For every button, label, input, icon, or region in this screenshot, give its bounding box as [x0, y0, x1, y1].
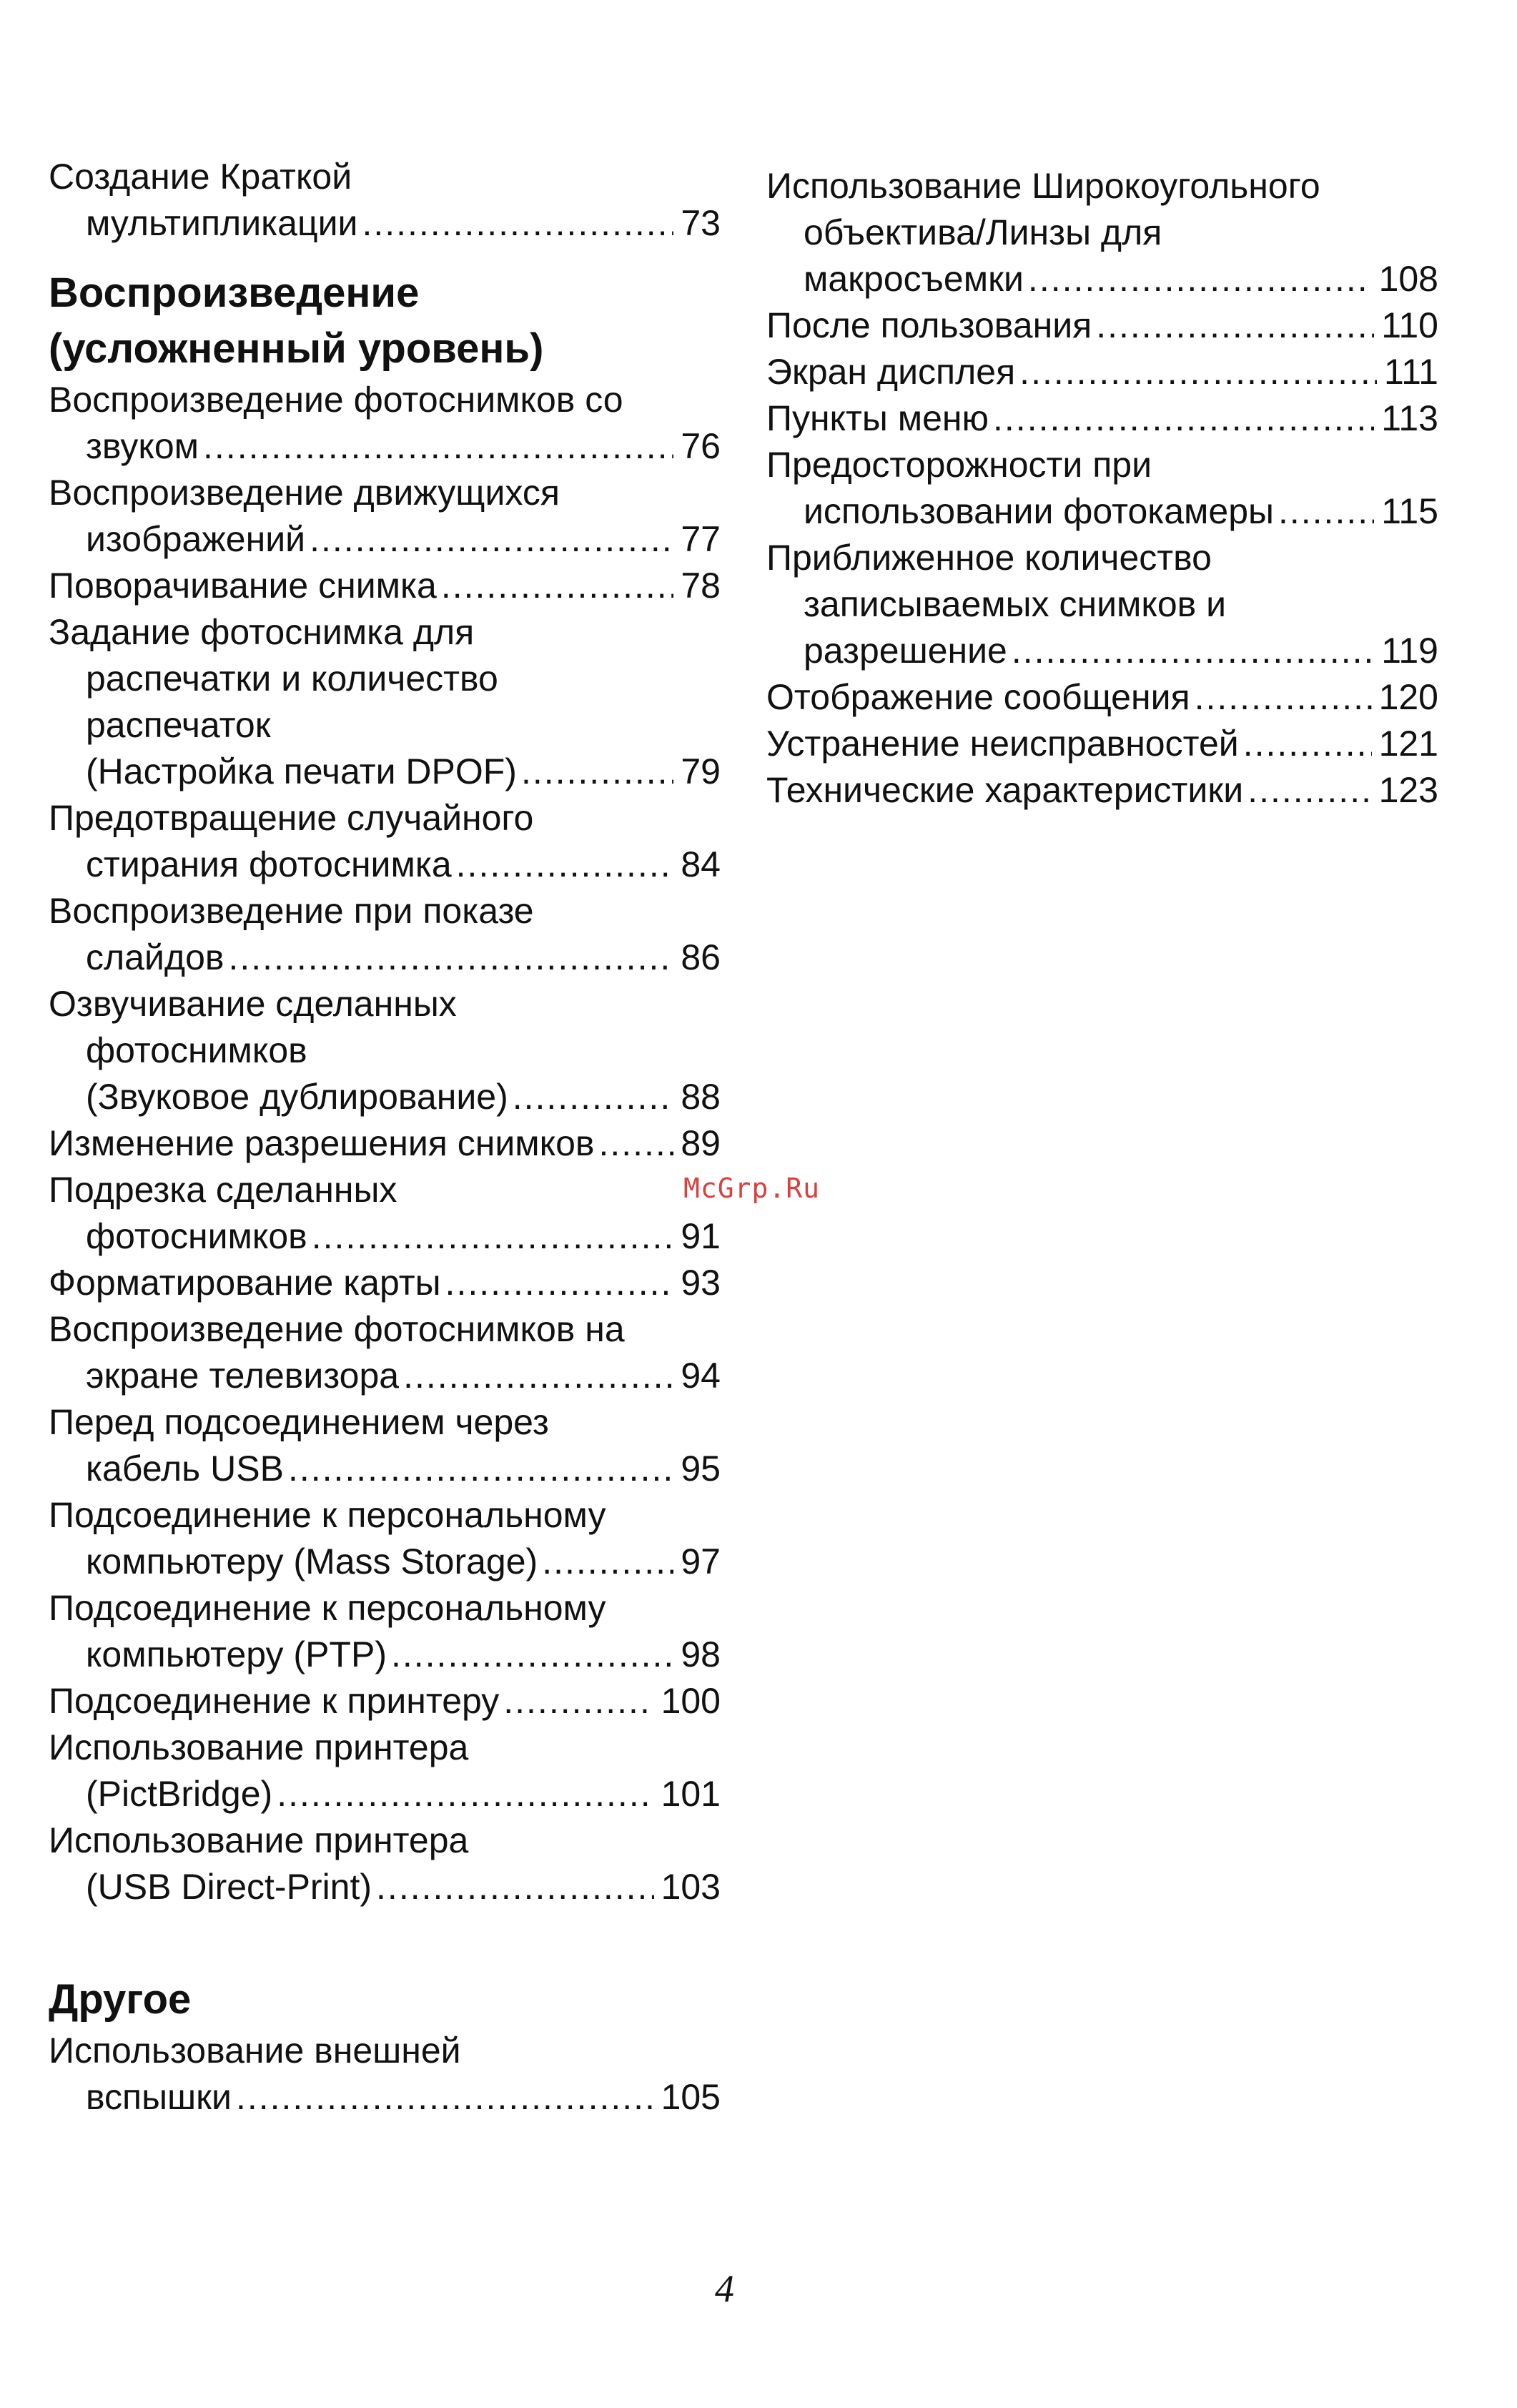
toc-entry-text: Подсоединение к принтеру [49, 1681, 500, 1721]
toc-entry-text: распечатки и количество [86, 658, 498, 699]
toc-page-number: 111 [1383, 352, 1438, 392]
toc-entry-last-line [49, 1632, 721, 1678]
toc-entry-text: Предосторожности при [766, 445, 1152, 485]
toc-entry-text: Подрезка сделанных [49, 1170, 397, 1210]
toc-page-number: 79 [681, 751, 721, 791]
toc-page-number: 86 [681, 937, 721, 977]
toc-entry-last-line [49, 1771, 721, 1817]
toc-entry-text: После пользования [766, 305, 1092, 345]
section-title-playback [49, 265, 721, 377]
toc-page-number: 101 [661, 1774, 721, 1814]
toc-page-number: 94 [681, 1356, 721, 1396]
dot-leader [456, 842, 674, 888]
toc-entry[interactable] [49, 1817, 721, 1910]
toc-entry-last-line [49, 1074, 721, 1120]
toc-entry-last-line [49, 200, 721, 247]
toc-entry-last-line [49, 1120, 721, 1167]
toc-entry-last-line [766, 302, 1438, 349]
section-title-line: (усложненный уровень) [49, 325, 544, 372]
toc-entry[interactable] [49, 154, 721, 247]
toc-entry[interactable] [49, 377, 721, 470]
toc-page-number: 88 [681, 1077, 721, 1117]
toc-entry-text: Предотвращение случайного [49, 798, 534, 838]
toc-entry-last-line [49, 934, 721, 981]
intro-entries [49, 154, 721, 247]
toc-page-number: 119 [1381, 631, 1438, 671]
toc-entry-text: Изменение разрешения снимков [49, 1123, 595, 1163]
toc-entry-text: Использование внешней [49, 2030, 461, 2071]
toc-entry[interactable] [49, 1120, 721, 1167]
toc-page-number: 120 [1378, 677, 1438, 717]
toc-entry-text: Использование принтера [49, 1727, 469, 1767]
toc-page-number: 110 [1381, 305, 1438, 345]
toc-entry-last-line [766, 395, 1438, 442]
toc-page-number: 98 [681, 1634, 721, 1674]
toc-entry-text: Воспроизведение при показе [49, 891, 534, 931]
toc-page-number: 108 [1378, 259, 1438, 299]
toc-entry[interactable] [49, 1585, 721, 1678]
dot-leader [203, 423, 673, 470]
toc-entry-text: стирания фотоснимка [86, 844, 452, 884]
toc-entry-text: Воспроизведение движущихся [49, 473, 560, 513]
toc-page-number: 91 [681, 1216, 721, 1256]
toc-entry-last-line [766, 674, 1438, 721]
toc-page-number: 105 [661, 2077, 721, 2117]
toc-entry[interactable] [49, 888, 721, 981]
toc-entry-text: звуком [86, 426, 199, 466]
dot-leader [1012, 628, 1374, 674]
dot-leader [310, 516, 673, 563]
toc-entry[interactable] [766, 395, 1438, 442]
toc-entry[interactable] [49, 795, 721, 888]
toc-entry-text: мультипликации [86, 203, 358, 243]
dot-leader [1019, 349, 1377, 395]
dot-leader [521, 749, 673, 795]
dot-leader [1195, 674, 1372, 721]
toc-entry-text: (Настройка печати DPOF) [86, 751, 517, 791]
toc-page-number: 113 [1381, 398, 1438, 438]
toc-entry[interactable] [766, 163, 1438, 302]
toc-page-number: 73 [681, 203, 721, 243]
toc-entry-text: Пункты меню [766, 398, 989, 438]
toc-entry[interactable] [49, 609, 721, 795]
section-title-line: Другое [49, 1976, 192, 2023]
toc-entry[interactable] [766, 349, 1438, 395]
toc-entry-last-line [766, 767, 1438, 814]
toc-page-number: 97 [681, 1541, 721, 1582]
dot-leader [1028, 256, 1372, 302]
toc-page-number: 95 [681, 1449, 721, 1489]
toc-page-number: 76 [681, 426, 721, 466]
toc-page-number: 115 [1381, 491, 1438, 531]
toc-page-number: 103 [661, 1867, 721, 1907]
section-title-line: Воспроизведение [49, 270, 420, 316]
toc-entry[interactable] [49, 470, 721, 563]
toc-entry-text: Перед подсоединением через [49, 1402, 549, 1442]
toc-entry-last-line [49, 1864, 721, 1910]
toc-entry-last-line [766, 349, 1438, 395]
toc-entry-text: экране телевизора [86, 1356, 400, 1396]
dot-leader [403, 1353, 673, 1399]
dot-leader [391, 1632, 673, 1678]
toc-entry-last-line [766, 256, 1438, 302]
dot-leader [441, 563, 674, 609]
dot-leader [598, 1120, 673, 1167]
toc-entry[interactable] [49, 1724, 721, 1817]
toc-entry-text: Задание фотоснимка для [49, 612, 475, 652]
toc-entry-last-line [49, 1446, 721, 1492]
toc-entry[interactable] [766, 674, 1438, 721]
toc-page-number: 123 [1378, 770, 1438, 810]
toc-page-number: 84 [681, 844, 721, 884]
dot-leader [1243, 721, 1372, 767]
toc-entry[interactable] [766, 302, 1438, 349]
toc-page-number: 93 [681, 1263, 721, 1303]
toc-entry-text: Озвучивание сделанных [49, 984, 457, 1024]
dot-leader [362, 200, 673, 247]
toc-entry-text: (Звуковое дублирование) [86, 1077, 508, 1117]
toc-entry-text: Технические характеристики [766, 770, 1244, 810]
toc-entry-last-line [49, 563, 721, 609]
toc-entry-text: компьютеру (PTP) [86, 1634, 387, 1674]
toc-entry[interactable] [766, 442, 1438, 535]
toc-entry-last-line [49, 749, 721, 795]
toc-entry[interactable] [766, 721, 1438, 767]
dot-leader [312, 1213, 674, 1260]
toc-entry-text: Экран дисплея [766, 352, 1016, 392]
toc-entry-last-line [49, 1260, 721, 1306]
dot-leader [993, 395, 1374, 442]
dot-leader [445, 1260, 674, 1306]
toc-entry-text: Создание Краткой [49, 157, 352, 197]
toc-entry-text: Форматирование карты [49, 1263, 441, 1303]
dot-leader [1278, 488, 1374, 535]
toc-entry-text: Использование Широкоугольного [766, 166, 1320, 206]
toc-entry[interactable] [49, 1167, 721, 1260]
toc-entry[interactable] [49, 1492, 721, 1585]
toc-page-number: 77 [681, 519, 721, 559]
dot-leader [228, 934, 673, 981]
toc-page-number: 78 [681, 566, 721, 606]
toc-entry-last-line [766, 721, 1438, 767]
toc-entry-text: (PictBridge) [86, 1774, 273, 1814]
toc-entry[interactable] [49, 981, 721, 1120]
left-column [49, 154, 721, 2121]
toc-entry-text: вспышки [86, 2077, 232, 2117]
toc-entry-text: слайдов [86, 937, 224, 977]
toc-entry-text: Отображение сообщения [766, 677, 1190, 717]
toc-entry-last-line [49, 1353, 721, 1399]
toc-entry-text: компьютеру (Mass Storage) [86, 1541, 538, 1582]
toc-entry[interactable] [49, 2028, 721, 2121]
toc-entry-last-line [49, 1213, 721, 1260]
toc-page-number: 100 [661, 1681, 721, 1721]
toc-entry[interactable] [49, 1306, 721, 1399]
dot-leader [542, 1539, 673, 1585]
toc-entry[interactable] [49, 1678, 721, 1724]
toc-entry[interactable] [49, 563, 721, 609]
toc-entry-last-line [49, 1539, 721, 1585]
right-entries [766, 163, 1438, 814]
toc-entry-text: фотоснимков [86, 1216, 307, 1256]
toc-entry-text: фотоснимков [86, 1030, 307, 1070]
dot-leader [376, 1864, 654, 1910]
toc-entry[interactable] [766, 767, 1438, 814]
toc-entry-text: Подсоединение к персональному [49, 1588, 606, 1628]
toc-entry-text: (USB Direct-Print) [86, 1867, 372, 1907]
other-entries [49, 2028, 721, 2121]
toc-entry-text: Воспроизведение фотоснимков со [49, 380, 623, 420]
toc-entry-text: макросъемки [804, 259, 1024, 299]
toc-entry-text: Использование принтера [49, 1820, 469, 1860]
toc-entry[interactable] [49, 1399, 721, 1492]
section-title-other [49, 1972, 721, 2028]
toc-entry-text: Воспроизведение фотоснимков на [49, 1309, 625, 1349]
toc-entry-last-line [49, 1678, 721, 1724]
toc-entry-last-line [49, 2074, 721, 2121]
toc-entry-text: распечаток [86, 705, 271, 745]
toc-entry-text: записываемых снимков и [804, 584, 1227, 624]
toc-page-number: 89 [681, 1123, 721, 1163]
toc-entry-last-line [766, 628, 1438, 674]
toc-entry-last-line [49, 842, 721, 888]
toc-entry-last-line [766, 488, 1438, 535]
watermark: McGrp.Ru [683, 1173, 821, 1204]
playback-entries [49, 377, 721, 1910]
toc-entry-text: Подсоединение к персональному [49, 1495, 606, 1535]
toc-entry-last-line [49, 423, 721, 470]
toc-entry-text: Приближенное количество [766, 538, 1212, 578]
page-number: 4 [715, 2267, 734, 2310]
toc-entry-text: использовании фотокамеры [804, 491, 1274, 531]
dot-leader [1247, 767, 1371, 814]
toc-entry-text: Поворачивание снимка [49, 566, 437, 606]
toc-entry[interactable] [49, 1260, 721, 1306]
toc-entry-text: кабель USB [86, 1449, 284, 1489]
dot-leader [277, 1771, 653, 1817]
section-gap [49, 1910, 721, 1953]
toc-entry-text: изображений [86, 519, 306, 559]
dot-leader [1096, 302, 1374, 349]
toc-entry-text: разрешение [804, 631, 1007, 671]
toc-entry[interactable] [766, 535, 1438, 674]
toc-entry-text: объектива/Линзы для [804, 212, 1162, 252]
toc-entry-text: Устранение неисправностей [766, 724, 1239, 764]
dot-leader [503, 1678, 653, 1724]
toc-entry-last-line [49, 516, 721, 563]
toc-page-number: 121 [1378, 724, 1438, 764]
dot-leader [236, 2074, 654, 2121]
right-column [766, 163, 1438, 814]
dot-leader [288, 1446, 673, 1492]
dot-leader [513, 1074, 674, 1120]
